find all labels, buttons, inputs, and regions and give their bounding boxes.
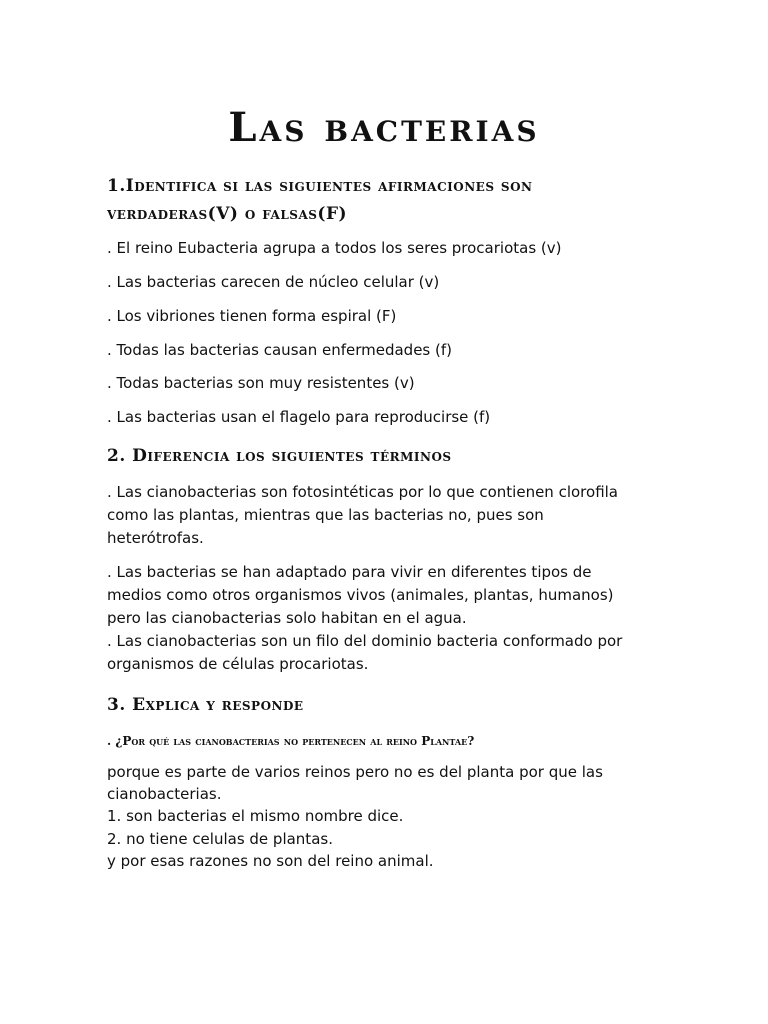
paragraph-1-line-2: como las plantas, mientras que las bacterias no, pues son [107, 506, 544, 524]
section-3-question: . ¿Por qué las cianobacterias no pertenecen al reino Plantae? [107, 734, 475, 748]
statement-5: . Todas bacterias son muy resistentes (v) [107, 374, 415, 392]
statement-4: . Todas las bacterias causan enfermedades (f) [107, 341, 452, 359]
answer-line-4: 2. no tiene celulas de plantas. [107, 830, 333, 848]
statement-1: . El reino Eubacteria agrupa a todos los seres procariotas (v) [107, 239, 562, 257]
statement-3: . Los vibriones tienen forma espiral (F) [107, 307, 397, 325]
paragraph-2-line-5: organismos de células procariotas. [107, 655, 369, 673]
answer-line-1: porque es parte de varios reinos pero no es del planta por que las [107, 763, 603, 781]
answer-line-2: cianobacterias. [107, 785, 222, 803]
paragraph-1-line-3: heterótrofas. [107, 529, 204, 547]
paragraph-1-line-1: . Las cianobacterias son fotosintéticas por lo que contienen clorofila [107, 483, 618, 501]
paragraph-2-line-4: . Las cianobacterias son un filo del dominio bacteria conformado por [107, 632, 623, 650]
section-2-heading: 2. Diferencia los siguientes términos [107, 446, 452, 466]
answer-line-3: 1. son bacterias el mismo nombre dice. [107, 807, 404, 825]
statement-2: . Las bacterias carecen de núcleo celular (v) [107, 273, 440, 291]
section-3-heading: 3. Explica y responde [107, 695, 304, 715]
section-1-heading-line-2: verdaderas(V) o falsas(F) [107, 204, 348, 224]
answer-line-5: y por esas razones no son del reino animal. [107, 852, 434, 870]
paragraph-2-line-1: . Las bacterias se han adaptado para vivir en diferentes tipos de [107, 563, 592, 581]
statement-6: . Las bacterias usan el flagelo para reproducirse (f) [107, 408, 491, 426]
paragraph-2-line-2: medios como otros organismos vivos (animales, plantas, humanos) [107, 586, 614, 604]
paragraph-2-line-3: pero las cianobacterias solo habitan en el agua. [107, 609, 467, 627]
section-1-heading-line-1: 1.Identifica si las siguientes afirmaciones son [107, 176, 533, 196]
page-title: Las bacterias [228, 104, 540, 151]
